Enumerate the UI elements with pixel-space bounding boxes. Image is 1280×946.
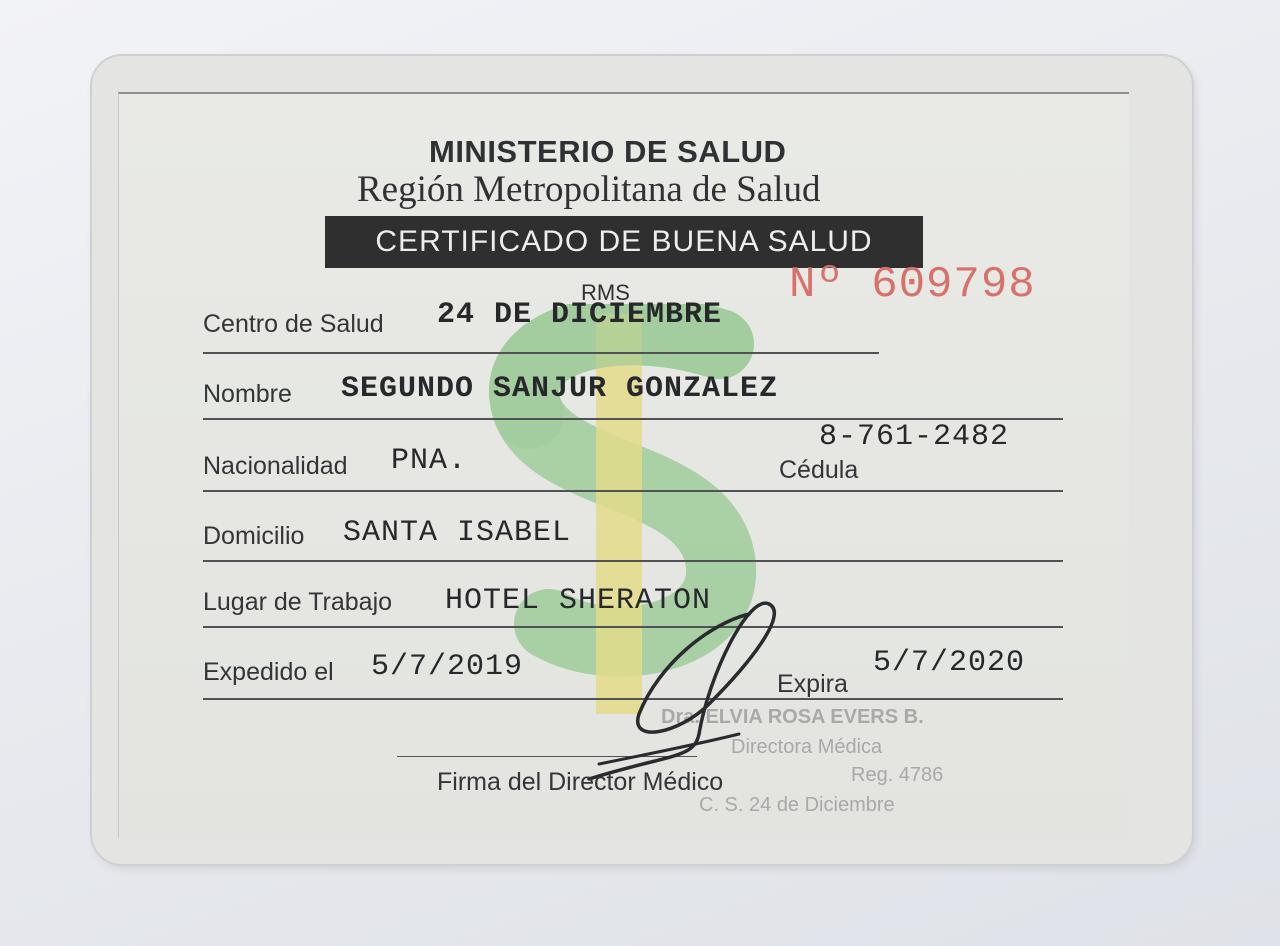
health-certificate-card: [118, 92, 1129, 838]
nacionalidad-value: PNA.: [391, 444, 468, 478]
nacionalidad-underline: [203, 490, 1063, 492]
trabajo-label: Lugar de Trabajo: [203, 588, 393, 616]
nombre-label: Nombre: [203, 380, 292, 408]
centro-label: Centro de Salud: [203, 310, 384, 338]
domicilio-label: Domicilio: [203, 522, 305, 550]
centro-underline: [203, 352, 879, 354]
domicilio-value: SANTA ISABEL: [343, 516, 572, 550]
domicilio-underline: [203, 560, 1063, 562]
nombre-value: SEGUNDO SANJUR GONZALEZ: [341, 372, 779, 406]
nacionalidad-label: Nacionalidad: [203, 452, 348, 480]
stamp-name: Dra. ELVIA ROSA EVERS B.: [661, 706, 924, 728]
trabajo-value: HOTEL SHERATON: [445, 584, 712, 618]
expira-label: Expira: [777, 670, 848, 698]
serial-number: Nº 609798: [789, 260, 1036, 310]
stamp-center: C. S. 24 de Diciembre: [699, 794, 895, 816]
expedido-label: Expedido el: [203, 658, 334, 686]
expedido-value: 5/7/2019: [371, 650, 524, 684]
expira-value: 5/7/2020: [873, 646, 1026, 680]
serial-prefix: RMS: [581, 280, 630, 305]
signature-label: Firma del Director Médico: [437, 768, 724, 796]
stamp-reg: Reg. 4786: [851, 764, 944, 786]
director-signature-icon: [559, 584, 819, 784]
region-subtitle: Región Metropolitana de Salud: [357, 169, 821, 210]
cedula-value: 8-761-2482: [819, 420, 1010, 454]
certificate-title: CERTIFICADO DE BUENA SALUD: [375, 225, 873, 258]
centro-value: 24 DE DICIEMBRE: [437, 298, 723, 332]
ministry-title: MINISTERIO DE SALUD: [429, 134, 787, 169]
stamp-role: Directora Médica: [731, 736, 883, 758]
cedula-label: Cédula: [779, 456, 859, 484]
